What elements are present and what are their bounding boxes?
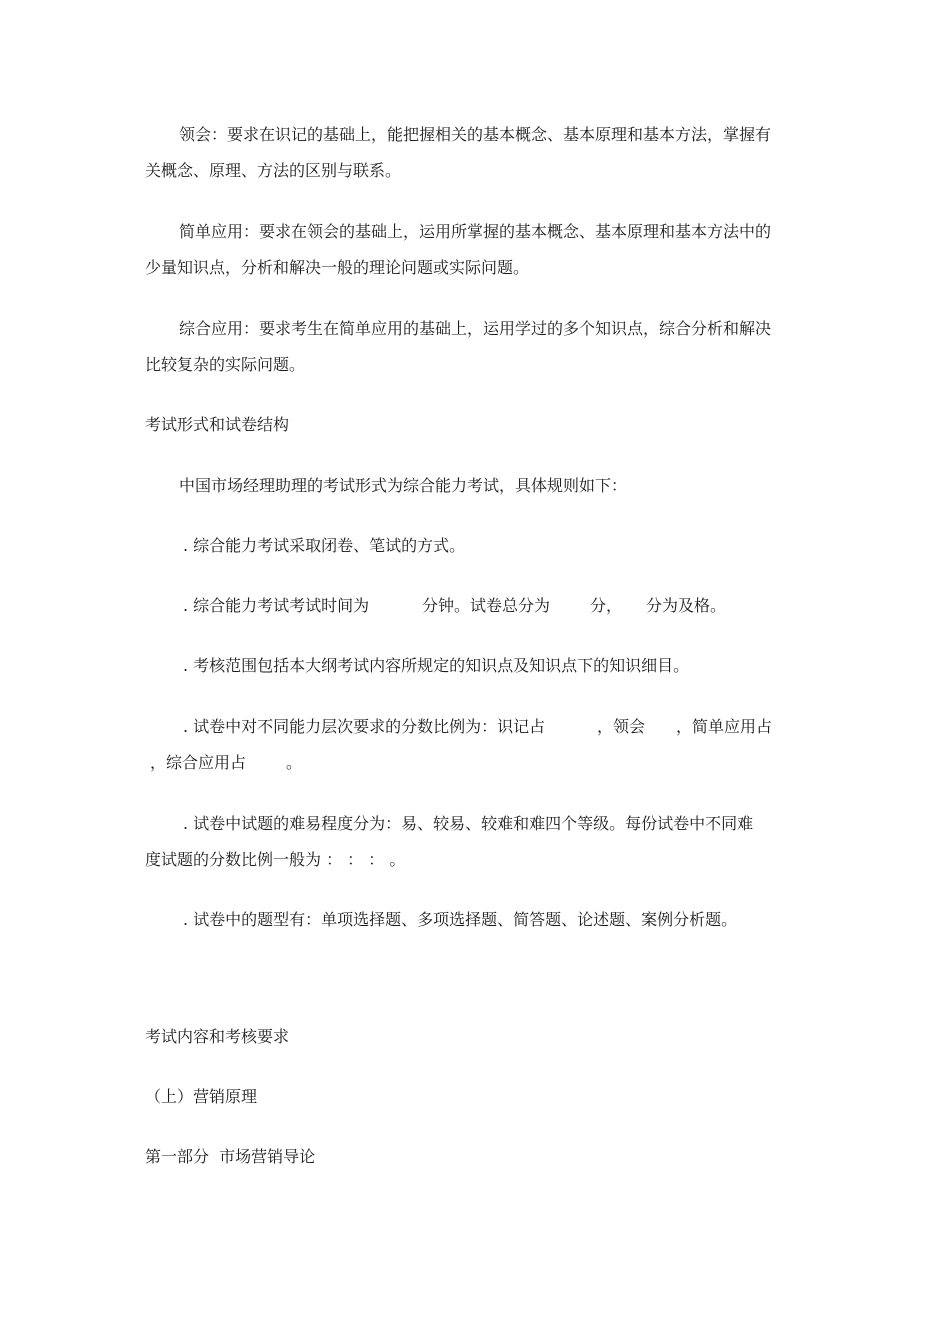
exam-content-subheading: （上）营销原理: [145, 1087, 258, 1106]
rule-5-line-2: 度试题的分数比例一般为 ： ： ： 。: [145, 850, 406, 869]
comprehensive-application-line-2: 比较复杂的实际问题。: [145, 355, 306, 374]
rule-4-part-e: 。: [286, 753, 303, 772]
rule-4-part-d: ，综合应用占: [150, 753, 247, 772]
rule-4-part-a: . 试卷中对不同能力层次要求的分数比例为：识记占: [183, 717, 546, 736]
ling-hui-line-2: 关概念、原理、方法的区别与联系。: [145, 161, 402, 180]
rule-5-line-1: . 试卷中试题的难易程度分为：易、较易、较难和难四个等级。每份试卷中不同难: [183, 814, 754, 833]
simple-application-line-2: 少量知识点，分析和解决一般的理论问题或实际问题。: [145, 258, 530, 277]
part-one-heading: 第一部分 市场营销导论: [145, 1147, 316, 1166]
rule-2-part-c: 分，: [590, 596, 623, 615]
rule-2-part-d: 分为及格。: [646, 596, 727, 615]
ling-hui-line-1: 领会：要求在识记的基础上，能把握相关的基本概念、基本原理和基本方法，掌握有: [179, 125, 772, 144]
exam-content-heading: 考试内容和考核要求: [145, 1027, 290, 1046]
rule-4-part-c: ，简单应用占: [676, 717, 773, 736]
exam-form-intro: 中国市场经理助理的考试形式为综合能力考试，具体规则如下：: [179, 476, 628, 495]
rule-4-part-b: ，领会: [597, 717, 646, 736]
rule-3: . 考核范围包括本大纲考试内容所规定的知识点及知识点下的知识细目。: [183, 656, 690, 675]
simple-application-line-1: 简单应用：要求在领会的基础上，运用所掌握的基本概念、基本原理和基本方法中的: [179, 222, 772, 241]
exam-form-heading: 考试形式和试卷结构: [145, 415, 290, 434]
rule-2-part-a: . 综合能力考试考试时间为: [183, 596, 370, 615]
rule-2-part-b: 分钟。试卷总分为: [422, 596, 551, 615]
rule-6: . 试卷中的题型有：单项选择题、多项选择题、简答题、论述题、案例分析题。: [183, 910, 738, 929]
comprehensive-application-line-1: 综合应用：要求考生在简单应用的基础上，运用学过的多个知识点，综合分析和解决: [179, 319, 772, 338]
rule-1: . 综合能力考试采取闭卷、笔试的方式。: [183, 536, 466, 555]
